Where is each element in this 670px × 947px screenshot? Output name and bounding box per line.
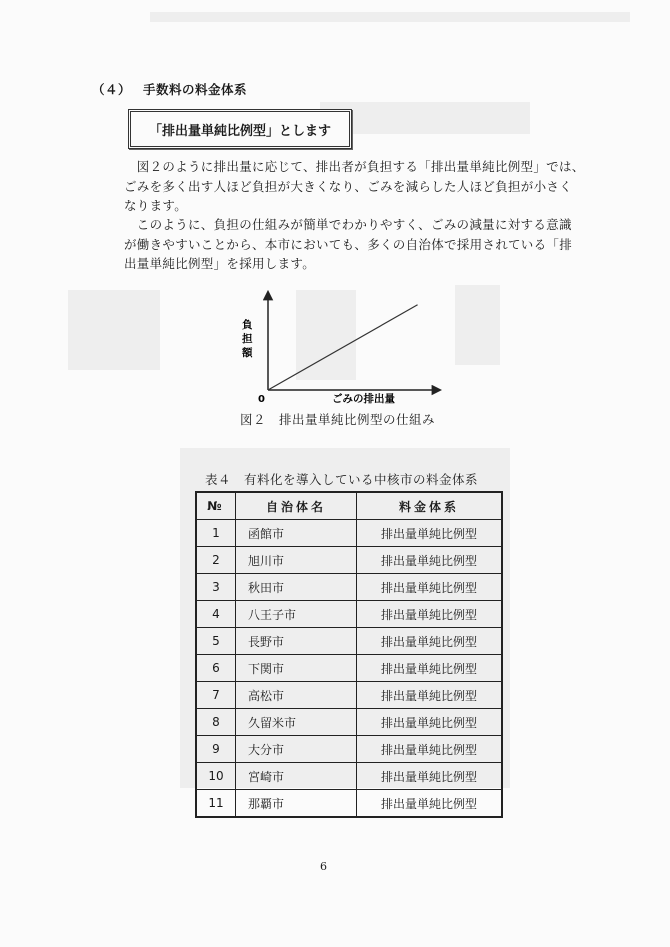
table-row	[196, 574, 502, 601]
table-row	[196, 709, 502, 736]
cell-no: 9	[196, 736, 236, 763]
table-row	[196, 628, 502, 655]
cell-fee-system: 排出量単純比例型	[357, 790, 503, 818]
table-row	[196, 736, 502, 763]
table-body	[196, 520, 502, 818]
cell-municipality: 函館市	[236, 520, 357, 547]
table-caption: 表４ 有料化を導入している中核市の料金体系	[205, 472, 479, 487]
cell-no: 4	[196, 601, 236, 628]
cell-fee-system: 排出量単純比例型	[357, 601, 503, 628]
table-row	[196, 790, 502, 818]
figure-caption: 図２ 排出量単純比例型の仕組み	[240, 412, 436, 427]
cell-municipality: 大分市	[236, 736, 357, 763]
cell-no: 11	[196, 790, 236, 818]
header-municipality: 自治体名	[236, 492, 357, 520]
table-row	[196, 763, 502, 790]
cell-no: 6	[196, 655, 236, 682]
text-line: このように、負担の仕組みが簡単でわかりやすく、ごみの減量に対する意識	[124, 217, 572, 232]
text-line: 出量単純比例型」を採用します。	[124, 256, 316, 271]
y-axis-label-char: 負	[242, 319, 253, 331]
cell-fee-system: 排出量単純比例型	[357, 547, 503, 574]
table-row	[196, 547, 502, 574]
cell-municipality: 宮崎市	[236, 763, 357, 790]
table-row	[196, 520, 502, 547]
cell-municipality: 久留米市	[236, 709, 357, 736]
cell-fee-system: 排出量単純比例型	[357, 520, 503, 547]
cell-no: 1	[196, 520, 236, 547]
series-line	[268, 305, 418, 390]
cell-municipality: 旭川市	[236, 547, 357, 574]
fee-system-table	[195, 491, 503, 818]
section-number: （４）	[92, 82, 132, 97]
cell-municipality: 八王子市	[236, 601, 357, 628]
cell-fee-system: 排出量単純比例型	[357, 682, 503, 709]
y-axis-label-char: 額	[242, 347, 253, 359]
cell-fee-system: 排出量単純比例型	[357, 574, 503, 601]
header-fee-system: 料金体系	[357, 492, 503, 520]
cell-municipality: 長野市	[236, 628, 357, 655]
cell-municipality: 秋田市	[236, 574, 357, 601]
cell-no: 3	[196, 574, 236, 601]
page-number: 6	[320, 860, 327, 873]
cell-no: 5	[196, 628, 236, 655]
text-line: 図２のように排出量に応じて、排出者が負担する「排出量単純比例型」では、	[124, 159, 585, 174]
text-line: なります。	[124, 198, 188, 213]
cell-no: 8	[196, 709, 236, 736]
section-title: 手数料の料金体系	[143, 82, 248, 97]
cell-no: 2	[196, 547, 236, 574]
origin-label: 0	[258, 394, 265, 405]
text-line: ごみを多く出す人ほど負担が大きくなり、ごみを減らした人ほど負担が小さく	[124, 178, 573, 194]
cell-fee-system: 排出量単純比例型	[357, 709, 503, 736]
y-axis-label	[242, 318, 254, 359]
cell-fee-system: 排出量単純比例型	[357, 628, 503, 655]
x-axis-label: ごみの排出量	[332, 393, 395, 405]
cell-no: 10	[196, 763, 236, 790]
cell-municipality: 高松市	[236, 682, 357, 709]
table-row	[196, 655, 502, 682]
cell-municipality: 那覇市	[236, 790, 357, 818]
table-row	[196, 601, 502, 628]
cell-fee-system: 排出量単純比例型	[357, 763, 503, 790]
table-row	[196, 682, 502, 709]
cell-no: 7	[196, 682, 236, 709]
cell-fee-system: 排出量単純比例型	[357, 655, 503, 682]
cell-fee-system: 排出量単純比例型	[357, 736, 503, 763]
table-header-row	[196, 492, 502, 520]
y-axis-label-char: 担	[242, 333, 253, 345]
header-no: №	[196, 492, 236, 520]
cell-municipality: 下関市	[236, 655, 357, 682]
text-line: が働きやすいことから、本市においても、多くの自治体で採用されている「排	[124, 236, 573, 252]
boxed-title: 「排出量単純比例型」とします	[128, 109, 352, 149]
